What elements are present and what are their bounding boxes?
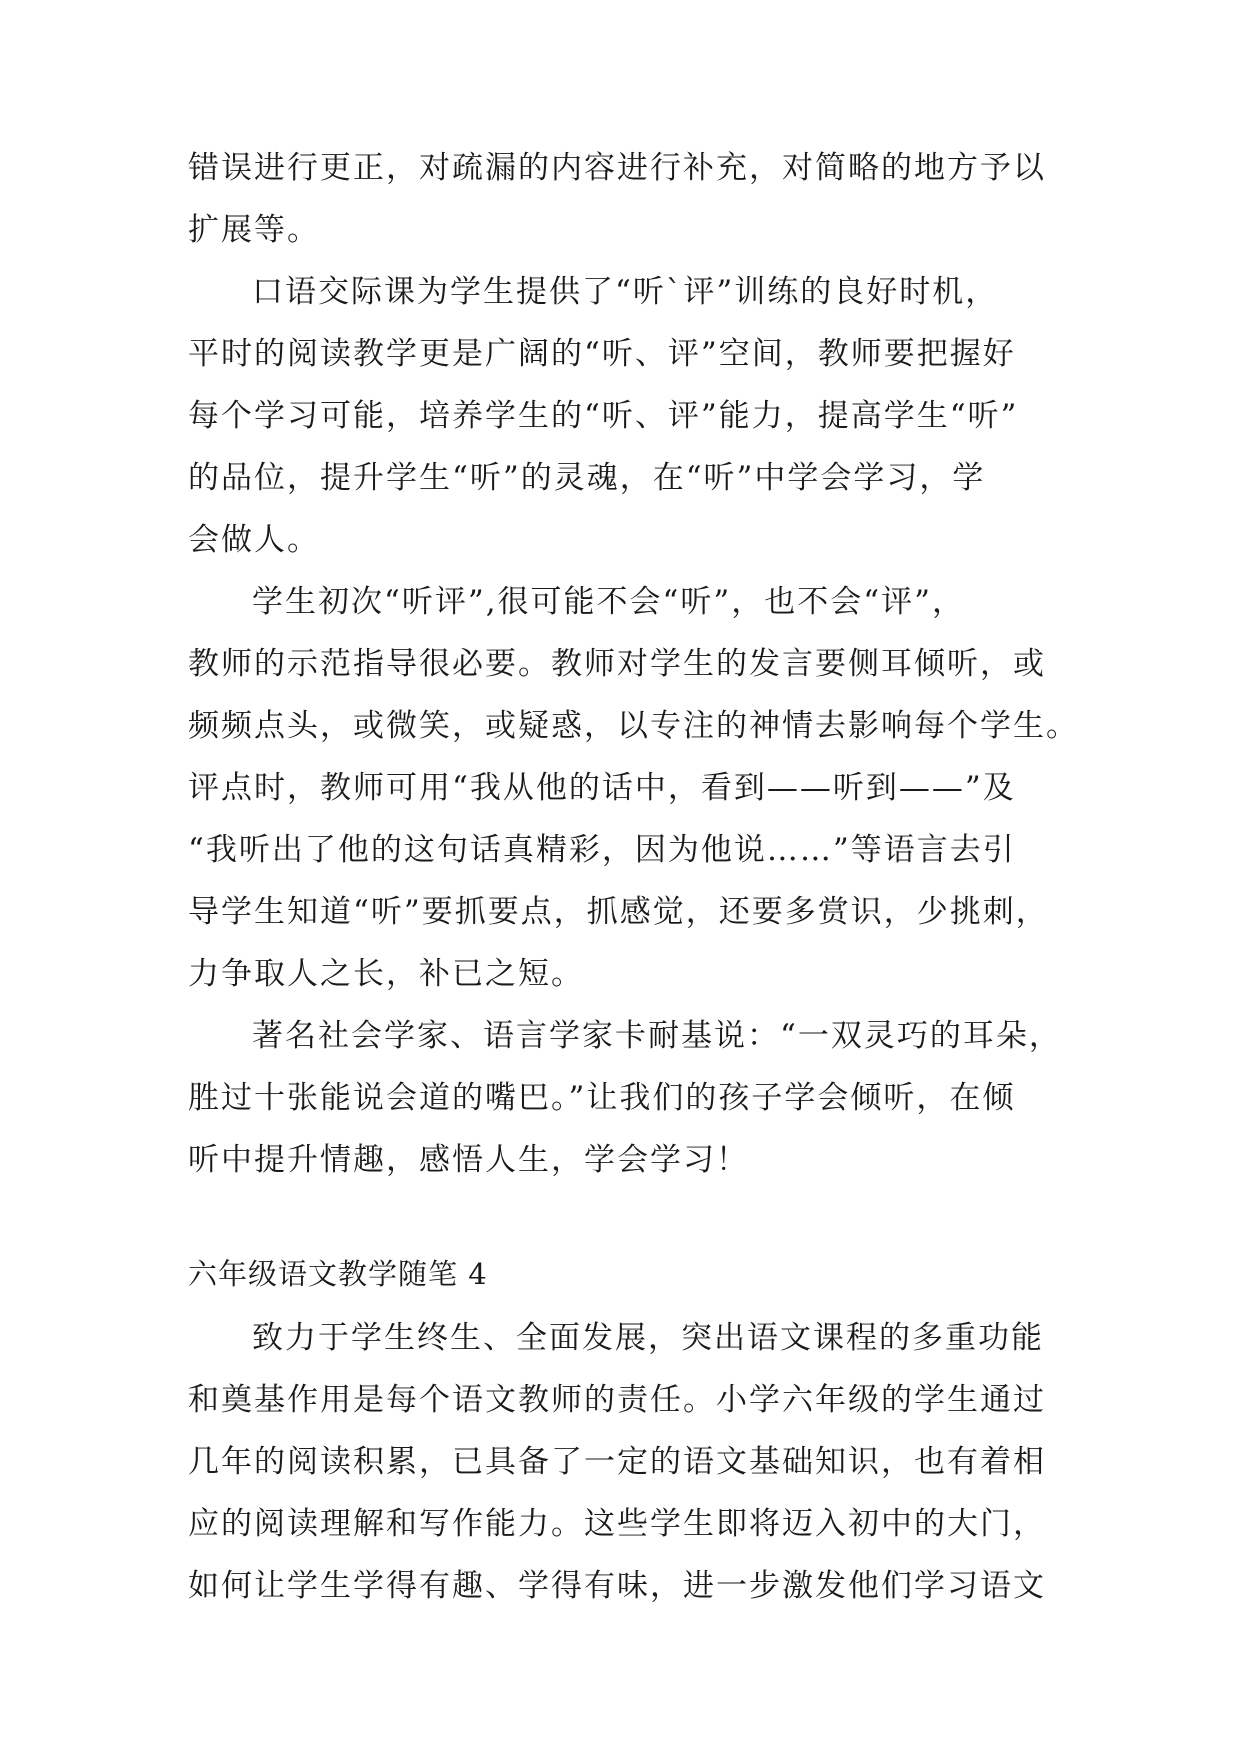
paragraph-2-line-4: 的品位，提升学生“听”的灵魂，在“听”中学会学习，学 (188, 460, 986, 496)
paragraph-4-line-1: 著名社会学家、语言学家卡耐基说：“一双灵巧的耳朵， (252, 1018, 1062, 1054)
paragraph-4-line-3: 听中提升情趣，感悟人生，学会学习！ (188, 1142, 749, 1178)
paragraph-4-line-2: 胜过十张能说会道的嘴巴。”让我们的孩子学会倾听，在倾 (188, 1080, 1016, 1116)
paragraph-3-line-2: 教师的示范指导很必要。教师对学生的发言要侧耳倾听，或 (188, 646, 1046, 682)
paragraph-2-line-2: 平时的阅读教学更是广阔的“听、评”空间，教师要把握好 (188, 336, 1016, 372)
paragraph-3-line-6: 导学生知道“听”要抓要点，抓感觉，还要多赏识，少挑刺， (188, 894, 1049, 930)
section-paragraph-line-5: 如何让学生学得有趣、学得有味，进一步激发他们学习语文 (188, 1568, 1046, 1604)
section-paragraph-line-4: 应的阅读理解和写作能力。这些学生即将迈入初中的大门， (188, 1506, 1046, 1542)
paragraph-3-line-7: 力争取人之长，补已之短。 (188, 956, 584, 992)
section-heading: 六年级语文教学随笔 4 (188, 1257, 488, 1291)
paragraph-3-line-4: 评点时，教师可用“我从他的话中，看到——听到——”及 (188, 770, 1016, 806)
paragraph-3-line-5: “我听出了他的这句话真精彩，因为他说……”等语言去引 (188, 832, 1016, 868)
paragraph-3-line-1: 学生初次“听评”,很可能不会“听”，也不会“评”， (252, 584, 965, 620)
section-paragraph-line-1: 致力于学生终生、全面发展，突出语文课程的多重功能 (252, 1320, 1044, 1356)
paragraph-1-line-2: 扩展等。 (188, 212, 320, 248)
section-paragraph-line-3: 几年的阅读积累，已具备了一定的语文基础知识，也有着相 (188, 1444, 1046, 1480)
paragraph-3-line-3: 频频点头，或微笑，或疑惑，以专注的神情去影响每个学生。 (188, 708, 1079, 744)
paragraph-2-line-5: 会做人。 (188, 522, 320, 558)
paragraph-2-line-1: 口语交际课为学生提供了“听`评”训练的良好时机， (252, 274, 999, 310)
paragraph-2-line-3: 每个学习可能，培养学生的“听、评”能力，提高学生“听” (188, 398, 1019, 434)
paragraph-1-line-1: 错误进行更正，对疏漏的内容进行补充，对简略的地方予以 (188, 150, 1046, 186)
section-paragraph-line-2: 和奠基作用是每个语文教师的责任。小学六年级的学生通过 (188, 1382, 1046, 1418)
